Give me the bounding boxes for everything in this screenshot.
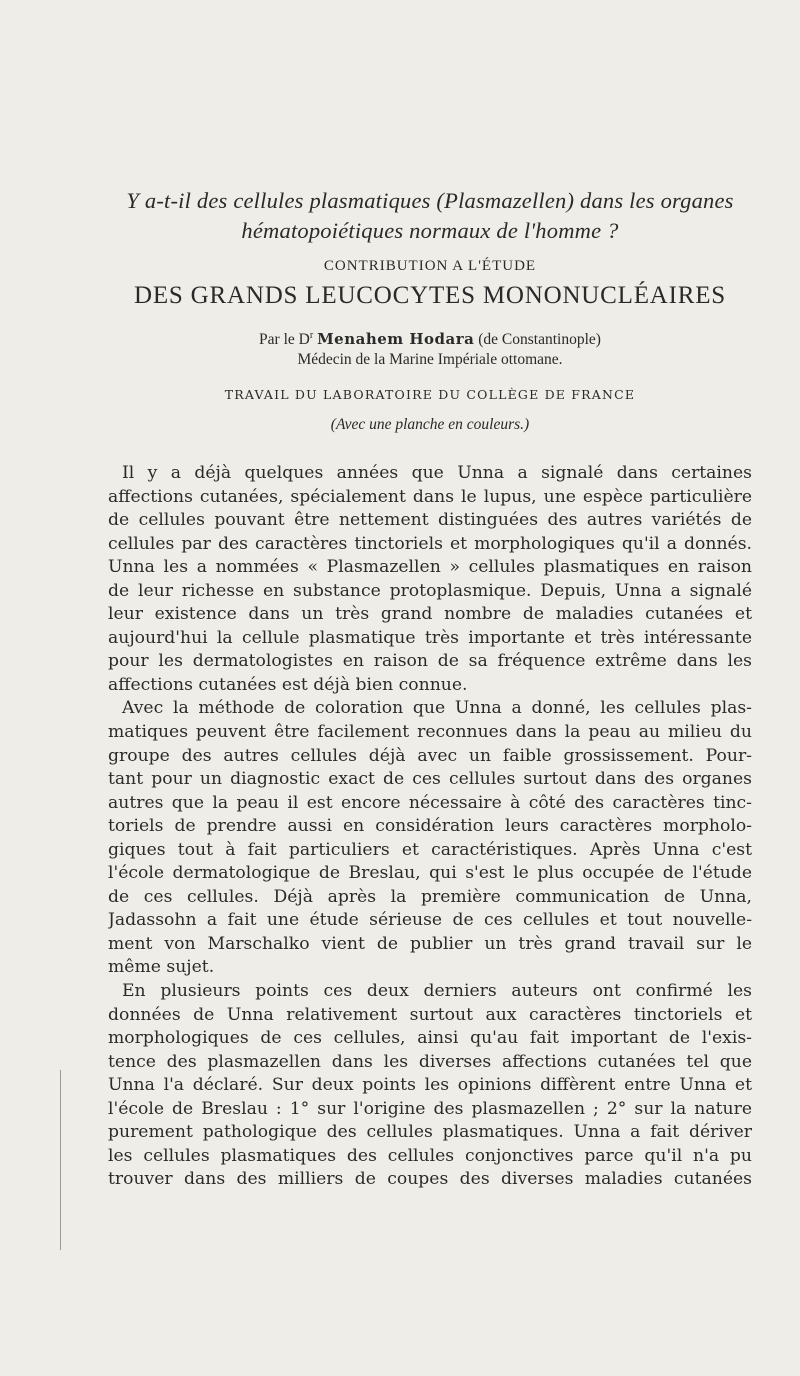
body-line: leur existence dans un très grand nombre de maladies cutanées et bbox=[108, 604, 752, 625]
body-line: matiques peuvent être facilement reconnues dans la peau au milieu du bbox=[108, 722, 752, 743]
body-line: tant pour un diagnostic exact de ces cellules surtout dans des organes bbox=[108, 769, 752, 790]
author-name: Menahem Hodara bbox=[317, 330, 475, 349]
margin-pencil-mark bbox=[60, 1070, 61, 1250]
body-line: morphologiques de ces cellules, ainsi qu'au fait important de l'exis- bbox=[108, 1028, 752, 1049]
body-line: ment von Marschalko vient de publier un très grand travail sur le bbox=[108, 933, 752, 954]
body-line: En plusieurs points ces deux derniers auteurs ont confirmé les bbox=[122, 981, 752, 1002]
body-line: de leur richesse en substance protoplasmique. Depuis, Unna a signalé bbox=[108, 580, 752, 601]
body-line: de cellules pouvant être nettement distinguées des autres variétés de bbox=[108, 510, 752, 531]
body-line: giques tout à fait particuliers et caractéristiques. Après Unna c'est bbox=[108, 839, 752, 860]
body-text bbox=[108, 462, 752, 1192]
body-line: affections cutanées est déjà bien connue. bbox=[108, 674, 468, 695]
article-title bbox=[100, 186, 760, 246]
laboratory-line: TRAVAIL DU LABORATOIRE DU COLLÈGE DE FRANCE bbox=[224, 387, 636, 402]
title-line: Y a-t-il des cellules plasmatiques (Plasmazellen) dans les organes bbox=[126, 188, 734, 213]
body-line: Il y a déjà quelques années que Unna a signalé dans certaines bbox=[122, 463, 752, 483]
author-title-sup: r bbox=[309, 330, 314, 341]
body-line: de ces cellules. Déjà après la première communication de Unna, bbox=[108, 886, 752, 907]
body-line: Jadassohn a fait une étude sérieuse de ces cellules et tout nouvelle- bbox=[108, 910, 752, 931]
body-line: groupe des autres cellules déjà avec un faible grossissement. Pour- bbox=[108, 745, 752, 766]
body-line: affections cutanées, spécialement dans le lupus, une espèce particulière bbox=[108, 486, 752, 507]
body-line: cellules par des caractères tinctoriels et morphologiques qu'il a donnés. bbox=[108, 533, 752, 554]
author-affiliation: Médecin de la Marine Impériale ottomane. bbox=[297, 351, 563, 368]
body-line: trouver dans des milliers de coupes des diverses maladies cutanées bbox=[108, 1169, 752, 1190]
body-line: Unna les a nommées « Plasmazellen » cellules plasmatiques en raison bbox=[108, 557, 752, 578]
body-line: les cellules plasmatiques des cellules conjonctives parce qu'il n'a pu bbox=[108, 1145, 752, 1166]
body-line: Avec la méthode de coloration que Unna a donné, les cellules plas- bbox=[122, 698, 752, 719]
body-line: pour les dermatologistes en raison de sa fréquence extrême dans les bbox=[108, 651, 752, 672]
body-line: toriels de prendre aussi en considération leurs caractères morpholo- bbox=[108, 816, 752, 837]
author-line bbox=[100, 330, 760, 349]
body-line: aujourd'hui la cellule plasmatique très importante et très intéressante bbox=[108, 627, 752, 648]
body-line: autres que la peau il est encore nécessaire à côté des caractères tinc- bbox=[108, 792, 752, 813]
main-heading: DES GRANDS LEUCOCYTES MONONUCLÉAIRES bbox=[133, 282, 727, 309]
body-line: purement pathologique des cellules plasmatiques. Unna a fait dériver bbox=[108, 1122, 752, 1143]
author-prefix: Par le D bbox=[259, 331, 310, 349]
contribution-subtitle: CONTRIBUTION A L'ÉTUDE bbox=[323, 258, 537, 274]
body-line: l'école dermatologique de Breslau, qui s'est le plus occupée de l'étude bbox=[108, 863, 752, 884]
plate-note: (Avec une planche en couleurs.) bbox=[330, 416, 530, 433]
author-origin: (de Constantinople) bbox=[478, 331, 601, 349]
body-line: l'école de Breslau : 1° sur l'origine des plasmazellen ; 2° sur la nature bbox=[108, 1098, 752, 1119]
body-line: tence des plasmazellen dans les diverses affections cutanées tel que bbox=[108, 1051, 752, 1072]
body-line: même sujet. bbox=[108, 957, 215, 978]
body-line: données de Unna relativement surtout aux caractères tinctoriels et bbox=[108, 1004, 752, 1025]
title-line: hématopoiétiques normaux de l'homme ? bbox=[241, 218, 619, 243]
body-line: Unna l'a déclaré. Sur deux points les opinions diffèrent entre Unna et bbox=[108, 1075, 752, 1096]
